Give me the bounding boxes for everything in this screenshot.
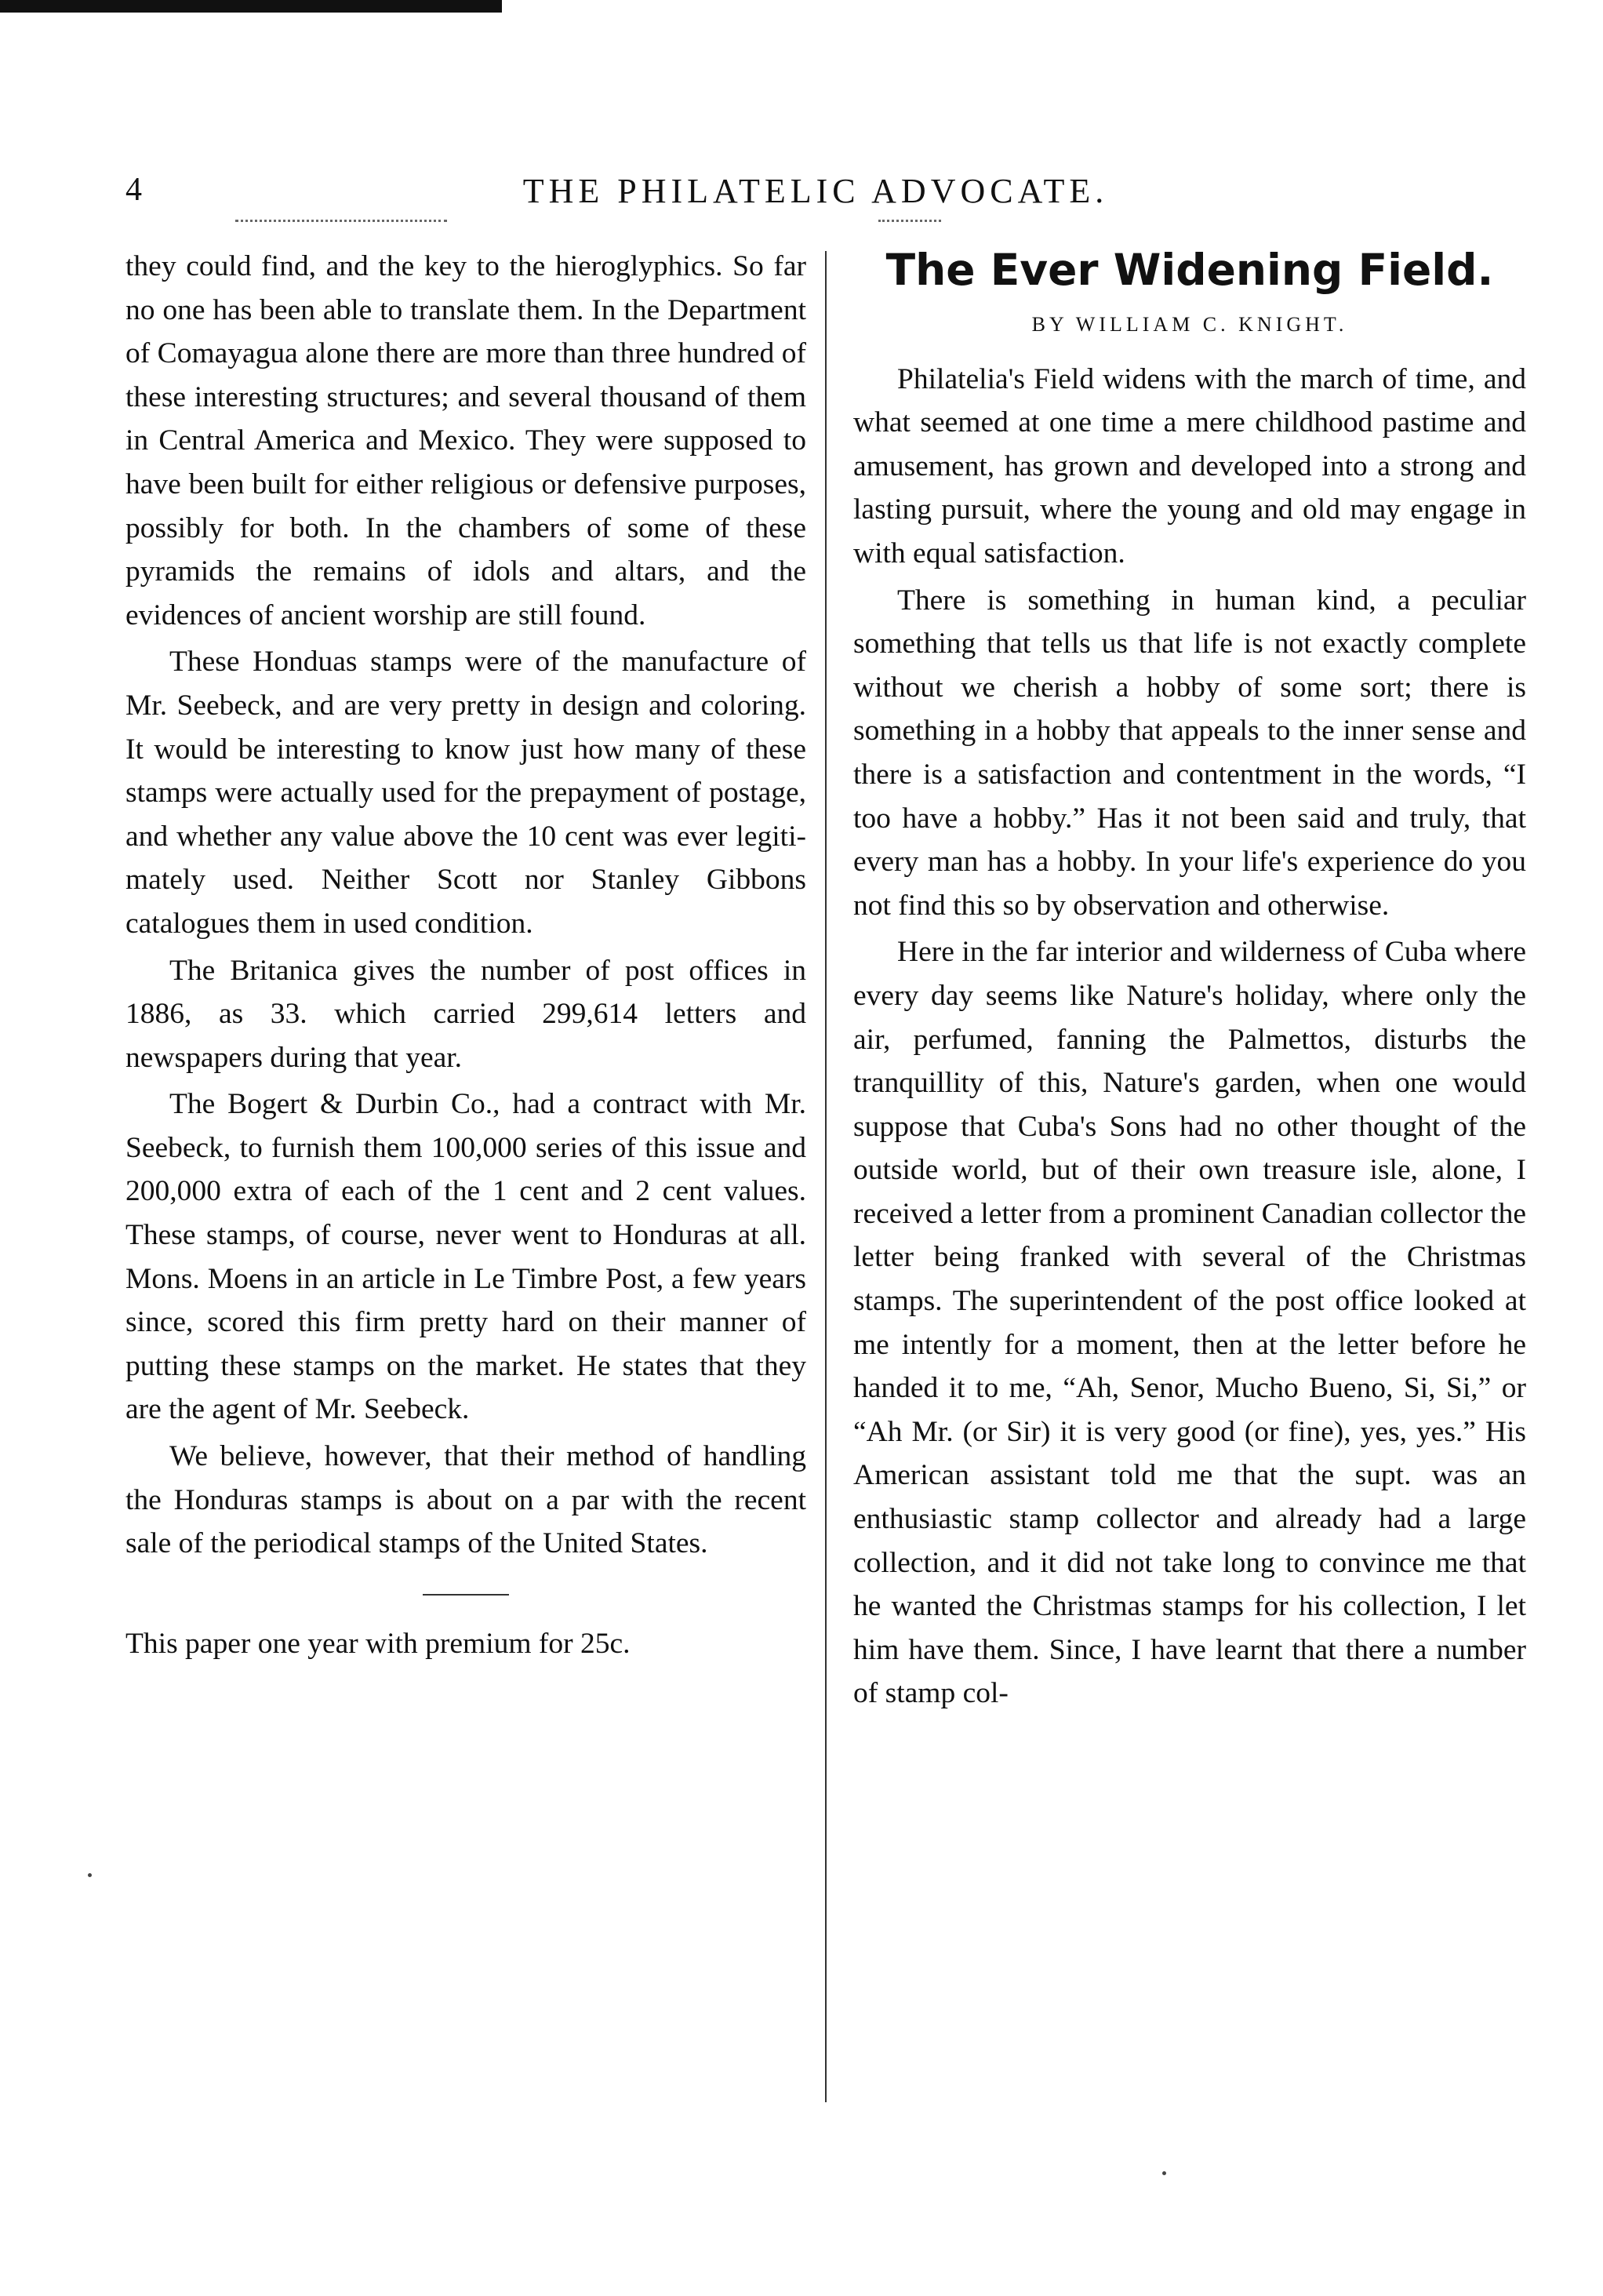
article-title: The Ever Widening Field. xyxy=(885,245,1494,295)
journal-title: THE PHILATELIC ADVOCATE. xyxy=(522,172,1109,210)
print-speck xyxy=(1162,2171,1166,2175)
top-black-rule xyxy=(0,0,502,13)
header-dotted-rule-left xyxy=(235,220,447,222)
paragraph: There is something in human kind, a peculiar something that tells us that life is not exactly complete without we cherish a hobby of some sort; there is something in a hobby that appeals to the inner sense and there is a satisfaction and contentment in the words, “I too have a hobby.” Has it not been said and truly, that every man has a hobby. In your life's experience do you not find this so by observation and otherwise. xyxy=(853,584,1526,922)
paragraph: These Honduas stamps were of the manufacture of Mr. Seebeck, and are very pretty in design and coloring. It would be interesting to know just how many of these stamps were actually used for the prepayment of postage, and whether any value above the 10 cent was ever legitimately used. Neither Scott nor Stanley Gibbons catalogues them in used condition. xyxy=(125,646,806,940)
article-byline: BY WILLIAM C. KNIGHT. xyxy=(1031,313,1348,336)
running-head xyxy=(125,171,1506,218)
left-column xyxy=(125,245,806,1668)
column-divider xyxy=(825,251,827,2102)
page-number: 4 xyxy=(125,172,142,208)
paragraph: Here in the far interior and wilderness of Cuba where every day seems like Nature's holiday, where only the air, perfumed, fanning the Palmettos, disturbs the tranquillity of this, Nature's garden, when one would suppose that Cuba's Sons had no other thought of the outside world, but of their own treasure isle, alone, I received a letter from a prominent Canadian collector the letter being franked with several of the Christmas stamps. The superintendent of the post office looked at me intently for a moment, then at the letter before he handed it to me, “Ah, Senor, Mucho Bueno, Si, Si,” or “Ah Mr. (or Sir) it is very good (or fine), yes, yes.” His American assistant told me that the supt. was an enthusiastic stamp collector and already had a large collection, and it did not take long to convince me that he wanted the Christmas stamps for his collection, I let him have them. Since, I have learnt that there a number of stamp col- xyxy=(853,936,1526,1710)
paragraph: Philatelia's Field widens with the march of time, and what seemed at one time a mere childhood pastime and amusement, has grown and developed into a strong and lasting pursuit, where the young and old may engage in with equal satisfaction. xyxy=(853,362,1526,569)
paragraph: We believe, however, that their method of handling the Honduras stamps is about on a par with the recent sale of the periodical stamps of the United States. xyxy=(125,1440,806,1560)
subscription-notice: This paper one year with premium for 25c. xyxy=(125,1627,631,1660)
paragraph: they could find, and the key to the hieroglyphics. So far no one has been able to translate them. In the Department of Comayagua alone there are more than three hundred of these interesting structures; and several thousand of them in Central America and Mexico. They were supposed to have been built for either religious or defensive purposes, possibly for both. In the chambers of some of these pyramids the remains of idols and altars, and the evidences of ancient worship are still found. xyxy=(125,250,806,631)
header-dotted-rule-right xyxy=(878,220,941,222)
print-speck xyxy=(88,1873,92,1877)
right-column xyxy=(853,242,1526,1719)
paragraph: The Bogert & Durbin Co., had a contract with Mr. Seebeck, to furnish them 100,000 series of this issue and 200,000 extra of each of the 1 cent and 2 cent values. These stamps, of course, never went to Honduras at all. Mons. Moens in an article in Le Timbre Post, a few years since, scored this firm pretty hard on their manner of putting these stamps on the market. He states that they are the agent of Mr. Seebeck. xyxy=(125,1088,806,1426)
section-separator xyxy=(423,1594,509,1596)
paragraph: The Britanica gives the number of post offices in 1886, as 33. which carried 299,614 letters and newspapers during that year. xyxy=(125,954,806,1074)
